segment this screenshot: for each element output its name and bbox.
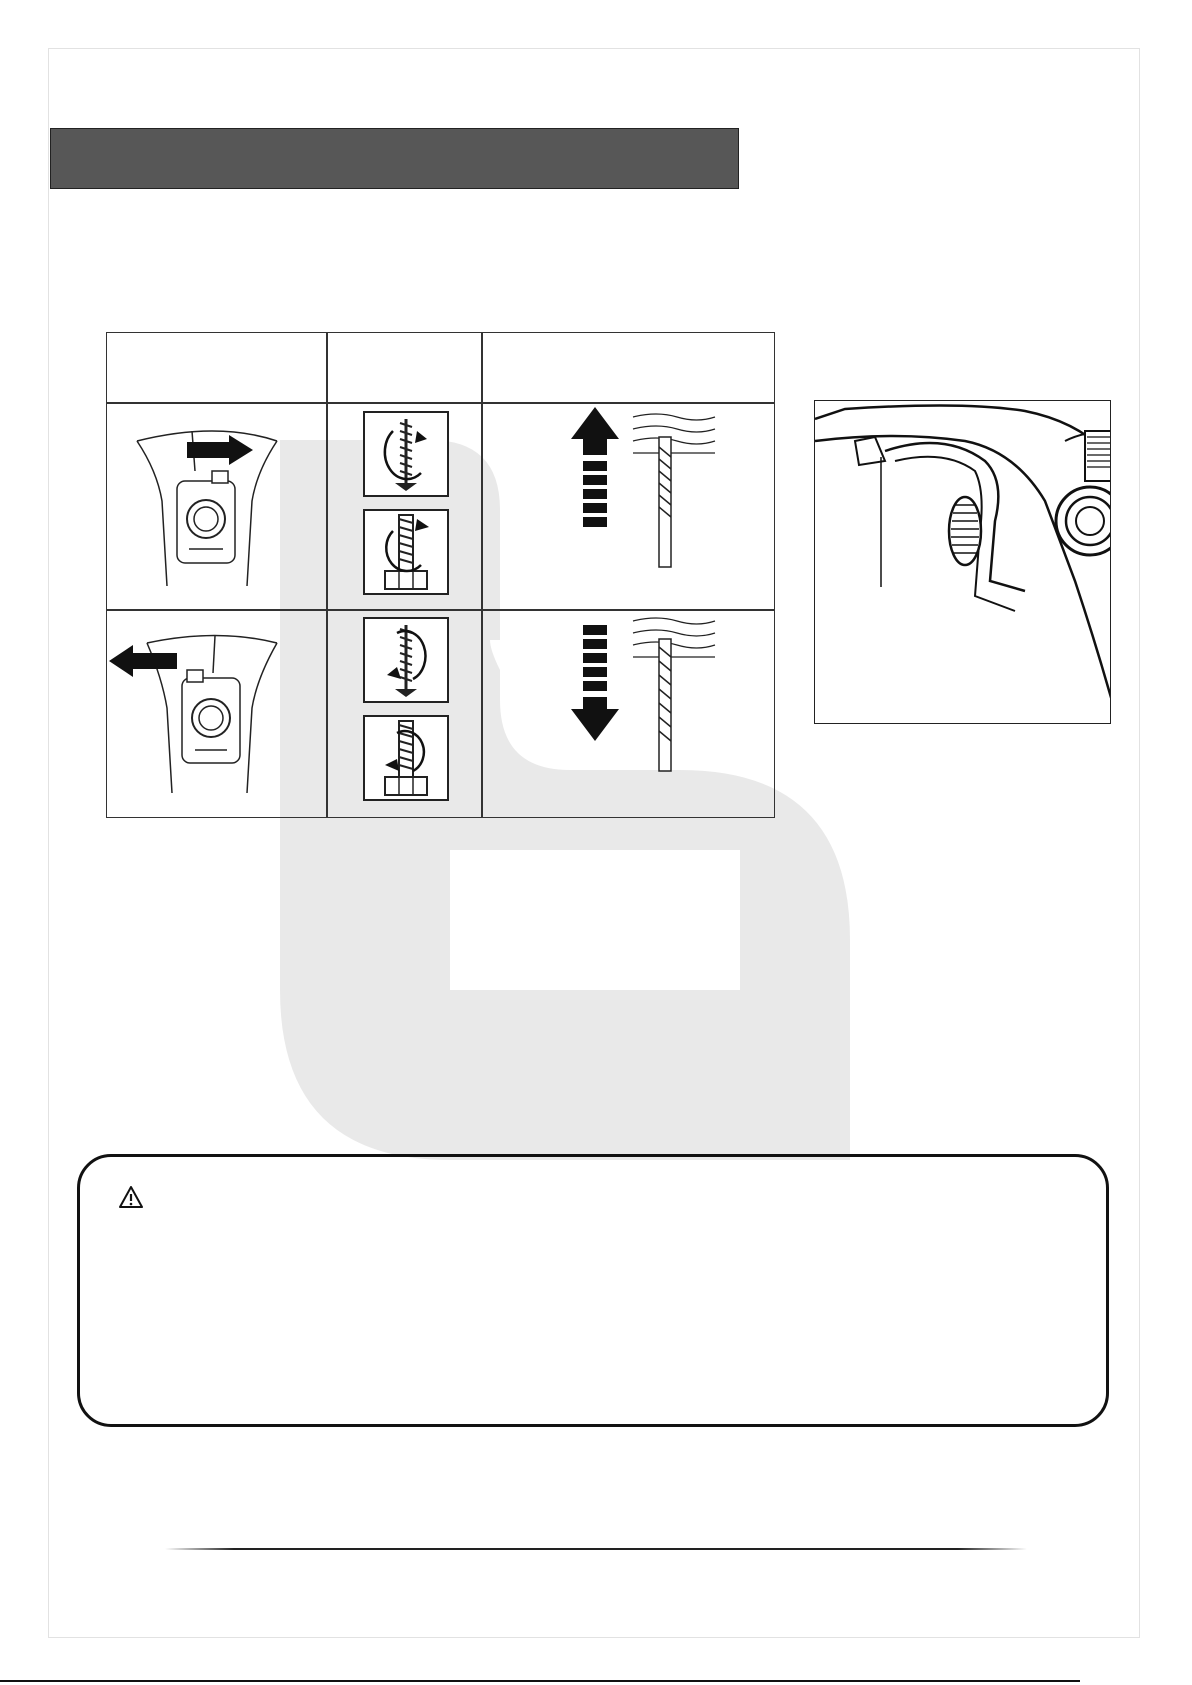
table-divider (107, 402, 774, 404)
table-divider (107, 609, 774, 611)
warning-triangle-icon (118, 1185, 144, 1209)
drill-handle-illustration (815, 401, 1111, 724)
clockwise-bolt-icon (363, 509, 449, 595)
arrow-right-icon (187, 435, 257, 465)
section-title-bar (50, 128, 739, 189)
clockwise-screw-icon (363, 411, 449, 497)
drill-up-illustration (567, 407, 717, 577)
table-divider (326, 333, 328, 817)
counterclockwise-bolt-icon (363, 715, 449, 801)
counterclockwise-screw-icon (363, 617, 449, 703)
arrow-left-icon (107, 645, 177, 677)
rotation-direction-table (106, 332, 775, 818)
table-divider (481, 333, 483, 817)
drill-handle-figure (814, 400, 1111, 724)
footer-rule (165, 1548, 1027, 1550)
warning-box (77, 1154, 1109, 1427)
drill-down-illustration (567, 617, 717, 787)
bottom-rule (0, 1680, 1080, 1682)
